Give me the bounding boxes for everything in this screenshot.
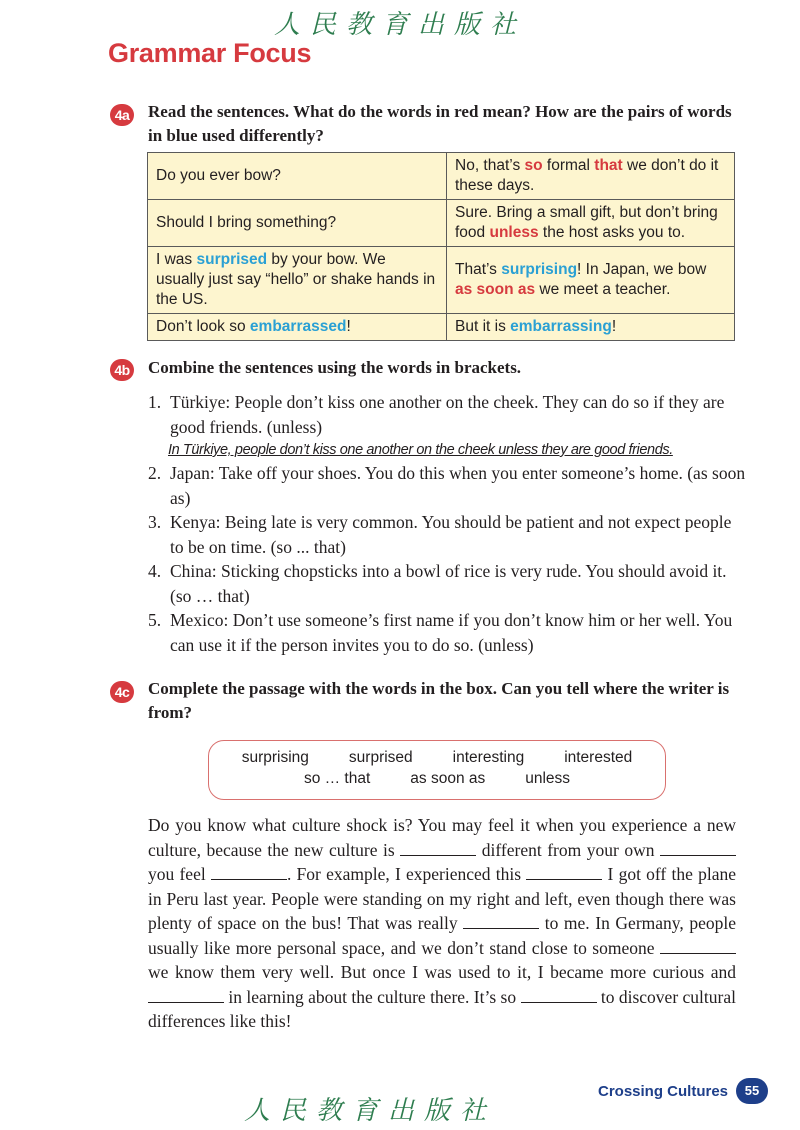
list-item: 3. Kenya: Being late is very common. You should be patient and not expect people to be on time. (so ... that) bbox=[148, 512, 732, 557]
section-title: Grammar Focus bbox=[108, 38, 312, 68]
list-item: 2. Japan: Take off your shoes. You do this when you enter someone’s home. (as soon as) bbox=[148, 463, 746, 508]
blank-5[interactable] bbox=[463, 914, 539, 929]
publisher-logo-top: 人民教育出版社 bbox=[273, 10, 526, 40]
blank-3[interactable] bbox=[211, 865, 287, 880]
exercise-4c-instruction: Complete the passage with the words in the box. Can you tell where the writer is from? bbox=[148, 679, 730, 722]
blue-keyword: embarrassing bbox=[510, 318, 612, 335]
item-text: Mexico: Don’t use someone’s first name if you don’t know him or her well. You can use it if the person invites you to do so. (unless) bbox=[170, 610, 733, 655]
word-option: unless bbox=[525, 770, 571, 787]
page-number: 55 bbox=[736, 1078, 768, 1104]
red-keyword: so bbox=[524, 157, 543, 174]
word-option: surprising bbox=[241, 749, 309, 766]
word-option: so … that bbox=[303, 770, 371, 787]
exercise-4b-badge: 4b bbox=[110, 359, 134, 381]
footer-section-title: Crossing Cultures bbox=[598, 1082, 729, 1100]
item-text: Japan: Take off your shoes. You do this when you enter someone’s home. (as soon as) bbox=[170, 463, 746, 508]
blank-8[interactable] bbox=[521, 988, 597, 1003]
item-text: Kenya: Being late is very common. You should be patient and not expect people to be on time. (so ... that) bbox=[170, 512, 732, 557]
publisher-logo-bottom: 人民教育出版社 bbox=[243, 1096, 496, 1126]
item-text: Türkiye: People don’t kiss one another on the cheek. They can do so if they are good friends. (unless) bbox=[170, 392, 725, 437]
red-keyword: that bbox=[594, 157, 623, 174]
list-item: 4. China: Sticking chopsticks into a bowl of rice is very rude. You should avoid it. (so … that) bbox=[148, 561, 727, 606]
word-box bbox=[208, 740, 666, 800]
response-cell: Sure. Bring a small gift, but don’t bring food unless the host asks you to. bbox=[447, 200, 735, 247]
word-option: surprised bbox=[348, 749, 413, 766]
example-answer: In Türkiye, people don’t kiss one another on the cheek unless they are good friends. bbox=[168, 442, 673, 458]
exercise-4a-instruction: Read the sentences. What do the words in red mean? How are the pairs of words in blue used differently? bbox=[148, 102, 732, 145]
response-cell: But it is embarrassing! bbox=[447, 314, 735, 341]
exercise-4b-instruction: Combine the sentences using the words in brackets. bbox=[148, 358, 522, 377]
word-option: interesting bbox=[452, 749, 525, 766]
cloze-passage: Do you know what culture shock is? You may feel it when you experience a new culture, because the new culture is different from your own you feel . For example, I experienced this I got off the plane in Peru last year. People were standing on my right and left, even though there was plenty of space on the bus! That was really to me. In Germany, people usually like more personal space, and we don’t stand close to someone we know them very well. But once I was used to it, I became more curious and in learning about the culture there. It’s so to discover cultural differences like this! bbox=[148, 815, 736, 1031]
red-keyword: unless bbox=[489, 224, 539, 241]
blank-6[interactable] bbox=[660, 939, 736, 954]
blank-4[interactable] bbox=[526, 865, 602, 880]
blue-keyword: surprised bbox=[196, 251, 268, 268]
red-keyword: as soon as bbox=[455, 281, 536, 298]
exercise-4b-list bbox=[148, 390, 748, 657]
word-option: as soon as bbox=[410, 770, 486, 787]
table-row bbox=[148, 247, 735, 314]
exercise-4a-badge: 4a bbox=[110, 104, 134, 126]
word-option: interested bbox=[564, 749, 633, 766]
blue-keyword: embarrassed bbox=[249, 318, 347, 335]
blank-2[interactable] bbox=[660, 841, 736, 856]
table-row bbox=[148, 200, 735, 247]
prompt-cell: I was surprised by your bow. We usually just say “hello” or shake hands in the US. bbox=[148, 247, 447, 314]
grammar-table bbox=[147, 152, 735, 341]
response-cell: That’s surprising! In Japan, we bow as soon as we meet a teacher. bbox=[447, 247, 735, 314]
table-row bbox=[148, 153, 735, 200]
prompt-cell: Do you ever bow? bbox=[148, 153, 447, 200]
exercise-4c-badge: 4c bbox=[110, 681, 134, 703]
table-row bbox=[148, 314, 735, 341]
blank-1[interactable] bbox=[400, 841, 476, 856]
response-cell: No, that’s so formal that we don’t do it these days. bbox=[447, 153, 735, 200]
list-item: 1. Türkiye: People don’t kiss one another on the cheek. They can do so if they are good friends. (unless) In Türkiye, people don’t kiss one another on the cheek unless they are good friends. bbox=[148, 390, 748, 461]
list-item: 5. Mexico: Don’t use someone’s first name if you don’t know him or her well. You can use it if the person invites you to do so. (unless) bbox=[148, 610, 733, 655]
blank-7[interactable] bbox=[148, 988, 224, 1003]
blue-keyword: surprising bbox=[501, 261, 578, 278]
prompt-cell: Don’t look so embarrassed! bbox=[148, 314, 447, 341]
item-text: China: Sticking chopsticks into a bowl of rice is very rude. You should avoid it. (so … that) bbox=[170, 561, 727, 606]
prompt-cell: Should I bring something? bbox=[148, 200, 447, 247]
